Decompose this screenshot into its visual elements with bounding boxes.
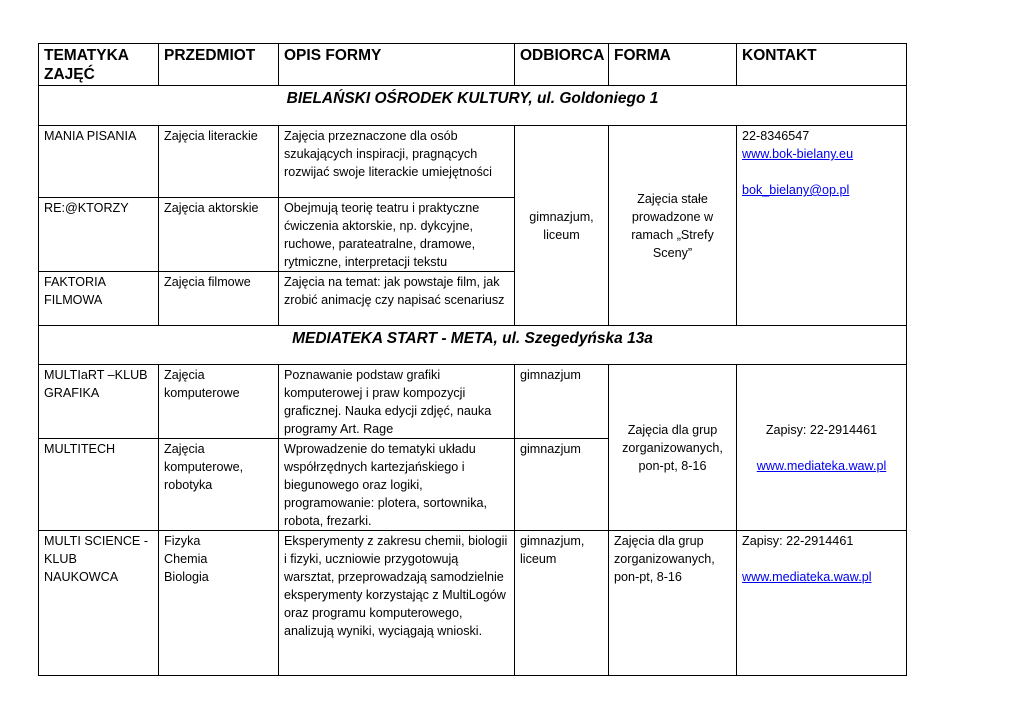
- subject-cell: Zajęcia komputerowe, robotyka: [159, 439, 279, 531]
- form-cell: Zajęcia dla grup zorganizowanych, pon-pt, 8-16: [609, 531, 737, 676]
- website-link[interactable]: www.mediateka.waw.pl: [756, 459, 887, 473]
- header-audience: ODBIORCA: [515, 44, 609, 86]
- email-link[interactable]: bok_bielany@op.pl: [742, 183, 850, 197]
- spacer: [742, 163, 901, 181]
- table-row: [39, 531, 907, 676]
- header-contact: KONTAKT: [737, 44, 907, 86]
- spacer: [742, 550, 901, 568]
- subject-cell: Zajęcia komputerowe: [159, 365, 279, 439]
- subject-cell: Zajęcia literackie: [159, 126, 279, 198]
- subject-cell: Zajęcia aktorskie: [159, 198, 279, 272]
- topic-cell: MANIA PISANIA: [39, 126, 159, 198]
- website-link[interactable]: www.mediateka.waw.pl: [742, 570, 872, 584]
- description-cell: Eksperymenty z zakresu chemii, biologii i fizyki, uczniowie przygotowują warsztat, przeprowadzają samodzielnie eksperymenty korzystając z MultiLogów oraz programu komputerowego, analizują wyniki, wyciągają wnioski.: [279, 531, 515, 676]
- audience-cell: gimnazjum: [515, 439, 609, 531]
- section-header-row: [39, 326, 907, 365]
- subject-line: Chemia: [164, 552, 208, 566]
- table-row: [39, 365, 907, 439]
- subject-line: Fizyka: [164, 534, 201, 548]
- website-link[interactable]: www.bok-bielany.eu: [742, 147, 854, 161]
- contact-phone: Zapisy: 22-2914461: [765, 423, 878, 437]
- topic-cell: MULTITECH: [39, 439, 159, 531]
- subject-line: Biologia: [164, 570, 209, 584]
- section-header-row: [39, 86, 907, 126]
- form-cell: Zajęcia dla grup zorganizowanych, pon-pt, 8-16: [609, 365, 737, 531]
- description-cell: Zajęcia przeznaczone dla osób szukających inspiracji, pragnących rozwijać swoje literackie umiejętności: [279, 126, 515, 198]
- topic-cell: MULTI SCIENCE - KLUB NAUKOWCA: [39, 531, 159, 676]
- table-row: [39, 126, 907, 198]
- header-form: FORMA: [609, 44, 737, 86]
- description-cell: Obejmują teorię teatru i praktyczne ćwiczenia aktorskie, np. dykcyjne, ruchowe, parateatralne, dramowe, rytmiczne, interpretacji tekstu: [279, 198, 515, 272]
- spacer: [742, 439, 901, 457]
- contact-cell: [737, 531, 907, 676]
- subject-cell: [159, 531, 279, 676]
- audience-cell: gimnazjum, liceum: [515, 531, 609, 676]
- contact-cell: [737, 126, 907, 326]
- header-row: [39, 44, 907, 86]
- description-cell: Poznawanie podstaw grafiki komputerowej i praw kompozycji graficznej. Nauka edycji zdjęć, nauka programy Art. Rage: [279, 365, 515, 439]
- contact-phone: 22-8346547: [742, 129, 810, 143]
- description-cell: Wprowadzenie do tematyki układu współrzędnych kartezjańskiego i biegunowego oraz logiki, programowanie: plotera, sortownika, robota, frezarki.: [279, 439, 515, 531]
- header-topic: TEMATYKA ZAJĘĆ: [39, 44, 159, 86]
- description-cell: Zajęcia na temat: jak powstaje film, jak zrobić animację czy napisać scenariusz: [279, 272, 515, 326]
- contact-phone: Zapisy: 22-2914461: [742, 534, 854, 548]
- topic-cell: MULTIaRT –KLUB GRAFIKA: [39, 365, 159, 439]
- topic-cell: RE:@KTORZY: [39, 198, 159, 272]
- subject-cell: Zajęcia filmowe: [159, 272, 279, 326]
- contact-cell: [737, 365, 907, 531]
- section-title-mediateka: MEDIATEKA START - META, ul. Szegedyńska 13a: [39, 326, 907, 365]
- form-cell: Zajęcia stałe prowadzone w ramach „Strefy Sceny”: [609, 126, 737, 326]
- audience-cell: gimnazjum: [515, 365, 609, 439]
- header-description: OPIS FORMY: [279, 44, 515, 86]
- header-subject: PRZEDMIOT: [159, 44, 279, 86]
- topic-cell: FAKTORIA FILMOWA: [39, 272, 159, 326]
- section-title-bok: BIELAŃSKI OŚRODEK KULTURY, ul. Goldoniego 1: [39, 86, 907, 126]
- activities-table: [38, 43, 907, 676]
- audience-cell: gimnazjum, liceum: [515, 126, 609, 326]
